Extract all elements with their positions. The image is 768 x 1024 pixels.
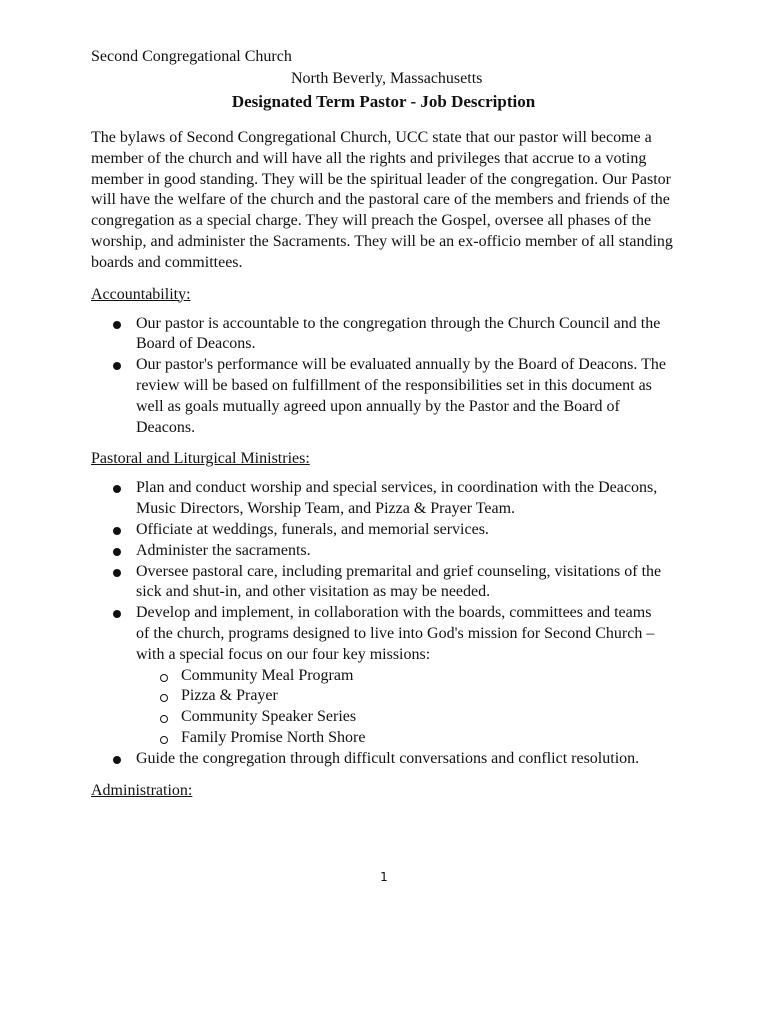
mission-text: Community Speaker Series: [181, 708, 357, 726]
bullet-icon: [113, 485, 121, 493]
list-item: [91, 541, 666, 562]
mission-item: [136, 707, 666, 728]
list-item-text: Plan and conduct worship and special services, in coordination with the Deacons, Music Directors, Worship Team, and Pizza & Prayer Team.: [136, 479, 658, 518]
list-item: [91, 749, 666, 770]
document-title: Designated Term Pastor - Job Description: [231, 92, 536, 111]
church-name: Second Congregational Church: [91, 48, 292, 65]
list-item: [91, 355, 666, 438]
list-item-text: Our pastor is accountable to the congregation through the Church Council and the Board of Deacons.: [136, 314, 661, 353]
bullet-icon: [113, 527, 121, 535]
list-item-text: Officiate at weddings, funerals, and memorial services.: [136, 520, 489, 538]
hollow-bullet-icon: [160, 674, 168, 682]
bullet-icon: [113, 321, 121, 329]
list-item-text: Guide the congregation through difficult conversations and conflict resolution.: [136, 749, 640, 767]
accountability-list: [91, 314, 688, 439]
list-item: [91, 562, 666, 604]
church-location: North Beverly, Massachusetts: [291, 70, 483, 87]
hollow-bullet-icon: [160, 694, 168, 702]
list-item: [91, 314, 666, 356]
list-item-text: Oversee pastoral care, including premarital and grief counseling, visitations of the sick and shut-in, and other visitation as may be needed.: [136, 562, 662, 601]
administration-heading: Administration:: [91, 781, 193, 799]
bullet-icon: [113, 569, 121, 577]
list-item-text: Our pastor's performance will be evaluated annually by the Board of Deacons. The review will be based on fulfillment of the responsibilities set in this document as well as goals mutually agreed upon annually by the Pastor and the Board of Deacons.: [136, 356, 666, 436]
list-item-text: Administer the sacraments.: [136, 541, 311, 559]
mission-text: Pizza & Prayer: [181, 687, 278, 705]
bullet-icon: [113, 548, 121, 556]
mission-item: [136, 728, 666, 749]
accountability-heading: Accountability:: [91, 285, 191, 303]
pastoral-list: [91, 478, 688, 769]
list-item: [91, 478, 666, 520]
list-item: [91, 603, 666, 749]
missions-list: [136, 666, 666, 749]
mission-item: [136, 686, 666, 707]
hollow-bullet-icon: [160, 715, 168, 723]
list-item-text: Develop and implement, in collaboration with the boards, committees and teams of the church, programs designed to live into God's mission for Second Church – with a special focus on our four key missions:: [136, 604, 655, 663]
list-item: [91, 520, 666, 541]
pastoral-heading: Pastoral and Liturgical Ministries:: [91, 450, 310, 468]
mission-text: Community Meal Program: [181, 666, 354, 684]
page-number: 1: [380, 870, 388, 884]
bullet-icon: [113, 362, 121, 370]
hollow-bullet-icon: [160, 736, 168, 744]
bullet-icon: [113, 610, 121, 618]
intro-paragraph: The bylaws of Second Congregational Church, UCC state that our pastor will become a member of the church and will have all the rights and privileges that accrue to a voting member in good standing. They will be the spiritual leader of the congregation. Our Pastor will have the welfare of the church and the pastoral care of the members and friends of the congregation as a special charge. They will preach the Gospel, oversee all phases of the worship, and administer the Sacraments. They will be an ex-officio member of all standing boards and committees.: [91, 129, 673, 271]
mission-text: Family Promise North Shore: [181, 728, 366, 746]
bullet-icon: [113, 756, 121, 764]
mission-item: [136, 666, 666, 687]
